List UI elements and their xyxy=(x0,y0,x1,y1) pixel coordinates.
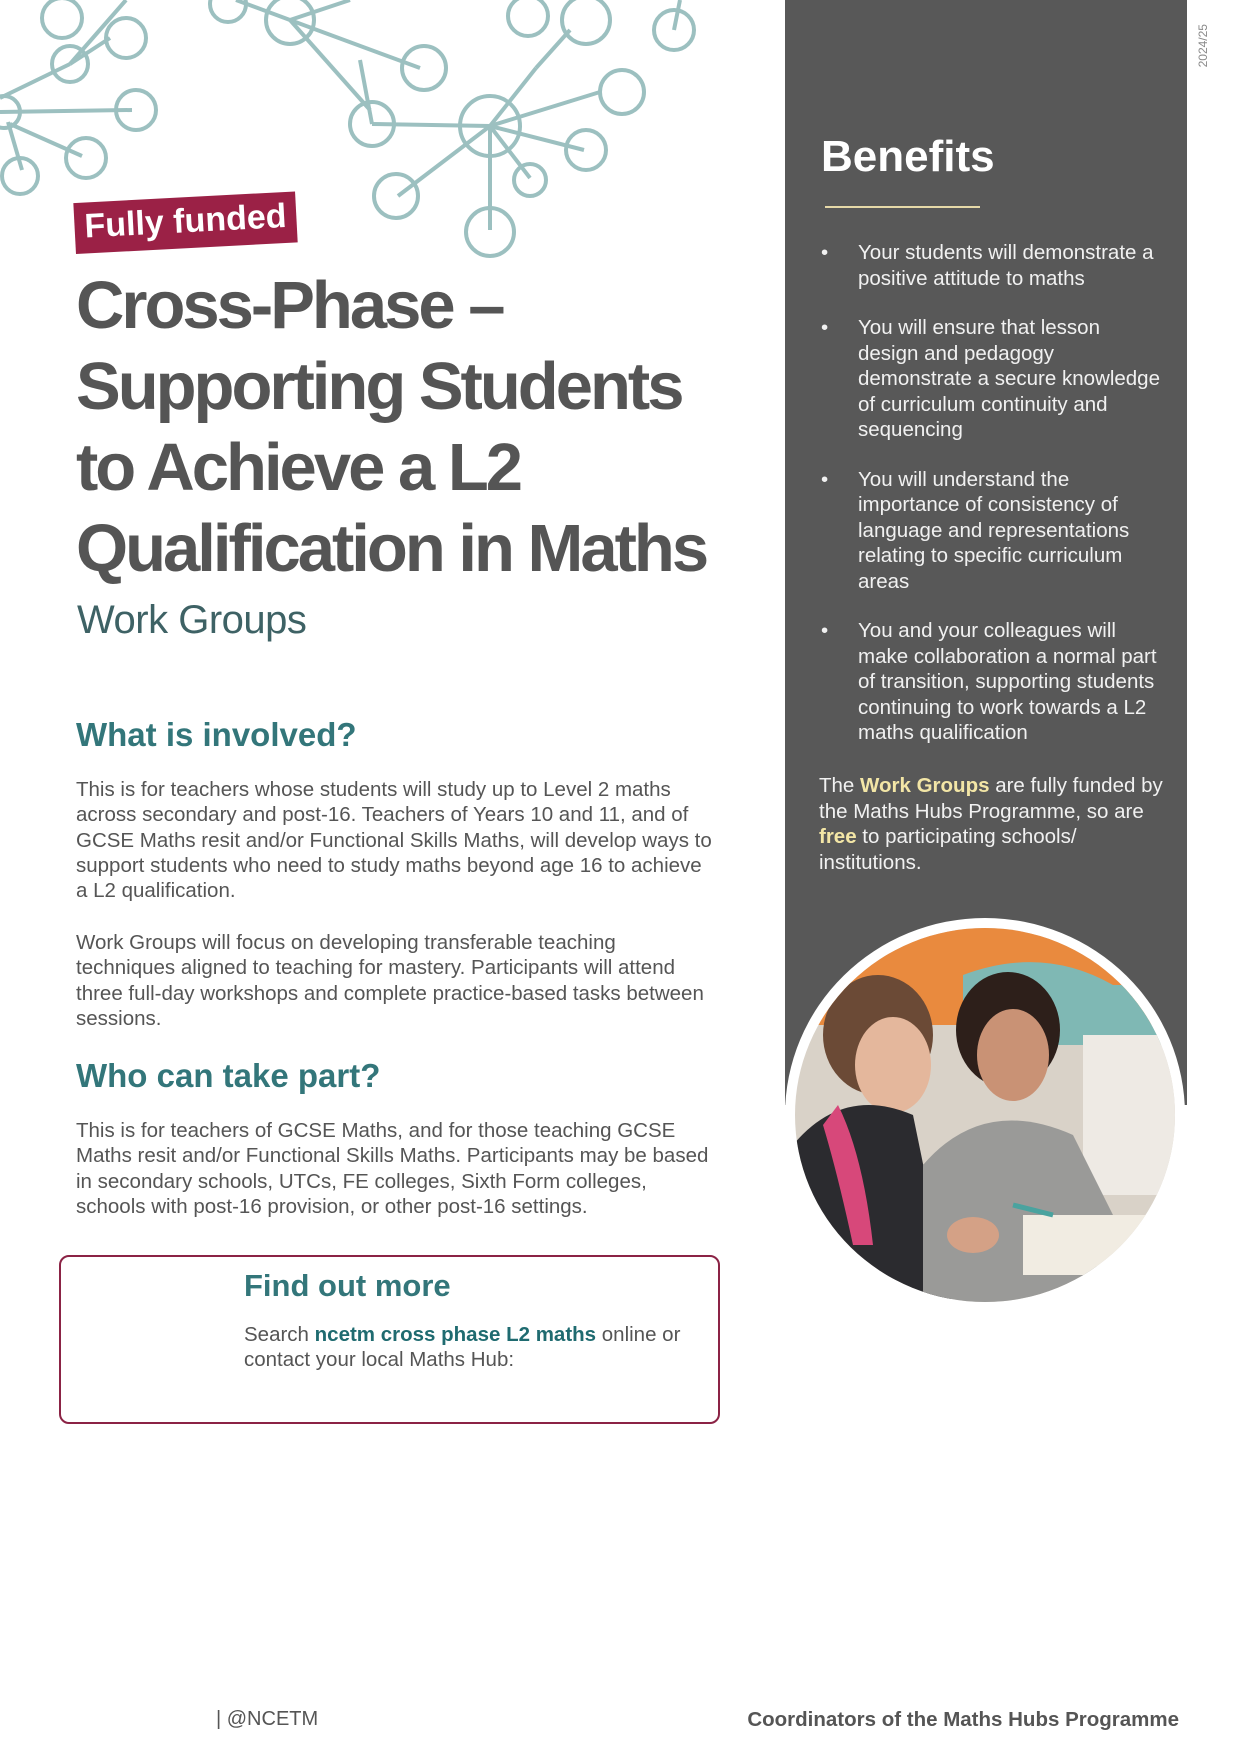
coordinators-label: Coordinators of the Maths Hubs Programme xyxy=(747,1708,1179,1731)
search-term-link[interactable]: ncetm cross phase L2 maths xyxy=(314,1323,597,1346)
bullet-icon: • xyxy=(821,316,829,339)
title-line: Supporting Students xyxy=(76,349,682,424)
funding-highlight-free: free xyxy=(819,825,857,848)
find-out-more-text xyxy=(244,1322,694,1373)
funding-middle: are fully funded by the Maths Hubs Programme, so are xyxy=(819,774,1163,823)
involved-heading: What is involved? xyxy=(76,716,357,753)
title-line: Cross-Phase – xyxy=(76,268,503,343)
find-text-before: Search xyxy=(244,1323,315,1346)
fully-funded-badge: Fully funded xyxy=(73,191,297,254)
benefits-divider xyxy=(825,206,980,208)
benefits-heading: Benefits xyxy=(821,132,995,181)
bullet-icon: • xyxy=(821,619,829,642)
year-label: 2024/25 xyxy=(1196,24,1210,68)
benefits-list xyxy=(821,240,1166,770)
benefit-text: Your students will demonstrate a positive attitude to maths xyxy=(858,241,1154,290)
bullet-icon: • xyxy=(821,241,829,264)
find-text-after: online or contact your local Maths Hub: xyxy=(244,1323,681,1372)
involved-paragraph-2: Work Groups will focus on developing transferable teaching techniques aligned to teaching for mastery. Participants will attend three full-day workshops and complete practice-based tasks between sessions. xyxy=(76,931,704,1030)
benefit-item xyxy=(821,618,1166,746)
who-paragraph: This is for teachers of GCSE Maths, and for those teaching GCSE Maths resit and/or Functional Skills Maths. Participants may be based in secondary schools, UTCs, FE colleges, Sixth Form colleges, schools with post-16 provision, or other post-16 settings. xyxy=(76,1119,709,1218)
benefit-item xyxy=(821,240,1166,291)
classroom-photo xyxy=(783,915,1187,1310)
find-out-more-heading: Find out more xyxy=(244,1268,451,1303)
funding-highlight-work-groups: Work Groups xyxy=(860,774,990,797)
benefit-text: You and your colleagues will make collaboration a normal part of transition, supporting students continuing to work towards a L2 maths qualification xyxy=(858,619,1157,744)
benefit-text: You will ensure that lesson design and pedagogy demonstrate a secure knowledge of curriculum continuity and sequencing xyxy=(858,316,1160,441)
subtitle: Work Groups xyxy=(77,598,307,642)
funding-before: The xyxy=(819,774,861,797)
benefit-item xyxy=(821,467,1166,595)
who-heading: Who can take part? xyxy=(76,1057,381,1094)
benefit-text: You will understand the importance of consistency of language and representations relating to specific curriculum areas xyxy=(858,467,1130,593)
funding-after: to participating schools/ institutions. xyxy=(819,825,1077,874)
twitter-handle: | @NCETM xyxy=(216,1708,319,1730)
page-title xyxy=(76,265,726,589)
benefit-item xyxy=(821,315,1166,443)
title-line: Qualification in Maths xyxy=(76,511,707,586)
funding-note xyxy=(819,773,1164,875)
title-line: to Achieve a L2 xyxy=(76,430,521,505)
bullet-icon: • xyxy=(821,467,829,491)
involved-paragraph-1: This is for teachers whose students will study up to Level 2 maths across secondary and post-16. Teachers of Years 10 and 11, and of GCSE Maths resit and/or Functional Skills Maths, will develop ways to support students who need to study maths beyond age 16 to achieve a L2 qualification. xyxy=(76,778,712,903)
